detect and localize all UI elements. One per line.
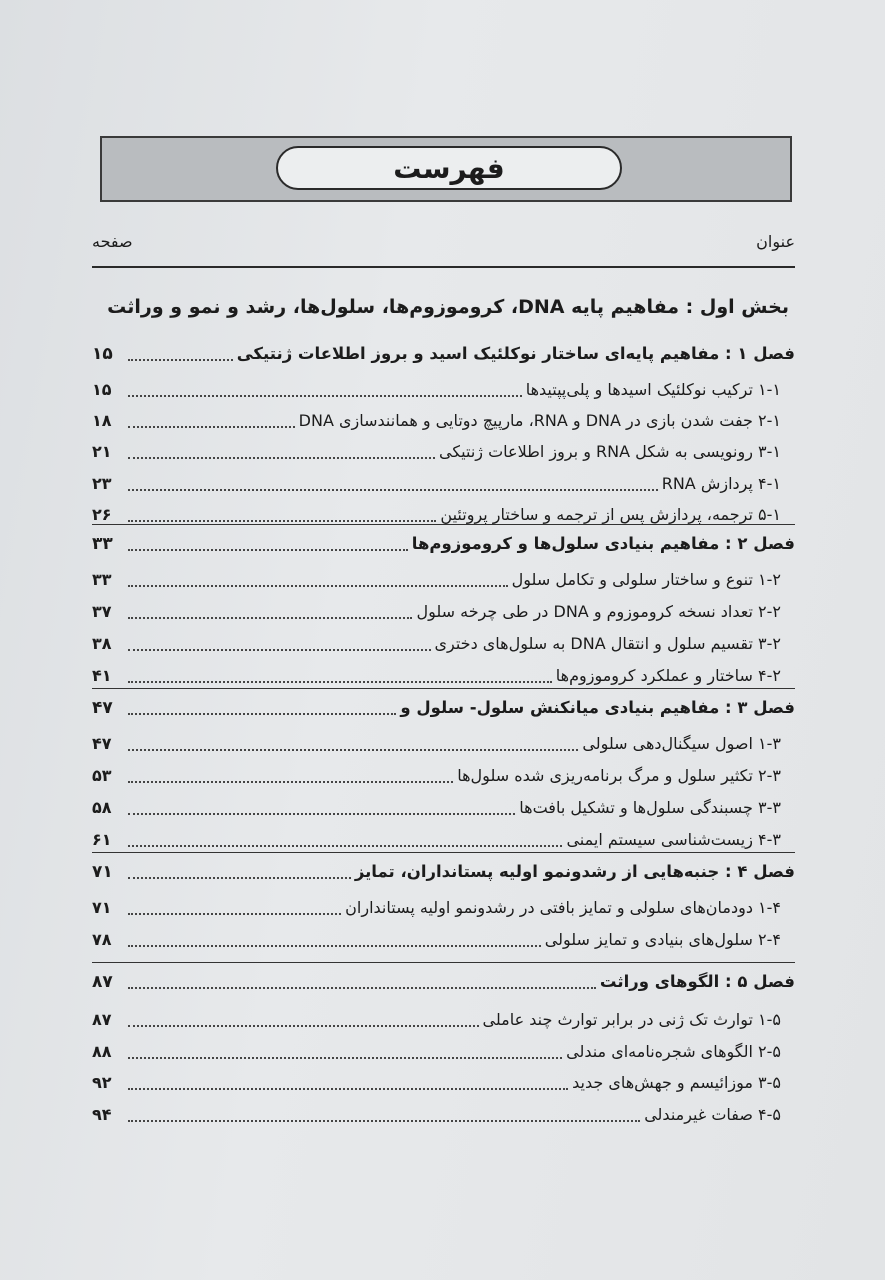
- section-title: ۳-۱ رونویسی به شکل RNA و بروز اطلاعات ژنتیکی: [439, 442, 781, 462]
- page-number: ۱۵: [92, 380, 112, 399]
- section-row: [92, 566, 795, 594]
- section-title: ۱-۵ توارث تک ژنی در برابر توارث چند عاملی: [482, 1010, 781, 1029]
- section-title: ۲-۱ جفت شدن بازی در DNA و RNA، مارپیچ دوتایی و همانندسازی DNA: [298, 411, 781, 431]
- page-number: ۳۳: [92, 534, 113, 554]
- section-title: ۲-۲ تعداد نسخه کروموزوم و DNA در طی چرخه سلول: [416, 602, 781, 621]
- leader-dots: [128, 877, 351, 879]
- leader-dots: [128, 1057, 562, 1059]
- page-number: ۴۱: [92, 666, 112, 685]
- leader-dots: [128, 585, 508, 587]
- header-rule: [92, 266, 795, 268]
- page-number: ۲۳: [92, 473, 112, 493]
- section-row: [92, 1006, 795, 1034]
- page-number: ۴۷: [92, 698, 113, 718]
- leader-dots: [128, 749, 578, 751]
- leader-dots: [128, 945, 541, 947]
- section-title: ۵-۱ ترجمه، پردازش پس از ترجمه و ساختار پروتئین: [440, 504, 781, 524]
- section-row: [92, 598, 795, 626]
- section-row: [92, 894, 795, 922]
- section-row: [92, 762, 795, 790]
- leader-dots: [128, 913, 341, 915]
- section-title: ۱-۱ ترکیب نوکلئیک اسیدها و پلی‌پپتیدها: [525, 380, 781, 399]
- chapter-separator: [92, 962, 795, 963]
- section-row: [92, 407, 795, 435]
- section-row: [92, 470, 795, 498]
- page-number: ۷۸: [92, 930, 112, 949]
- leader-dots: [128, 781, 453, 783]
- page-number: ۷۱: [92, 898, 112, 917]
- section-title: ۴-۲ ساختار و عملکرد کروموزوم‌ها: [555, 666, 781, 685]
- section-title: ۲-۵ الگوهای شجره‌نامه‌ای مندلی: [566, 1041, 781, 1061]
- chapter-separator: [92, 688, 795, 689]
- chapter-separator: [92, 524, 795, 525]
- chapter-title: فصل ۵ : الگوهای وراثت: [599, 972, 795, 991]
- chapter-title: فصل ۴ : جنبه‌هایی از رشدونمو اولیه پستانداران، تمایز: [354, 862, 795, 881]
- page-number: ۳۸: [92, 634, 112, 653]
- leader-dots: [128, 489, 658, 491]
- leader-dots: [128, 649, 431, 651]
- section-row: [92, 376, 795, 404]
- chapter-title: فصل ۱ : مفاهیم پایه‌ای ساختار نوکلئیک اسید و بروز اطلاعات ژنتیکی: [236, 344, 795, 363]
- section-row: [92, 794, 795, 822]
- toc-title: فهرست: [276, 146, 622, 190]
- page-number: ۲۶: [92, 504, 112, 524]
- leader-dots: [128, 457, 435, 459]
- page-number: ۸۷: [92, 1010, 112, 1029]
- section-row: [92, 438, 795, 466]
- section-row: [92, 1101, 795, 1129]
- leader-dots: [128, 395, 522, 397]
- section-title: ۴-۱ پردازش RNA: [661, 473, 781, 493]
- leader-dots: [128, 987, 596, 989]
- page-number: ۴۷: [92, 734, 112, 753]
- chapter-row: [92, 340, 795, 368]
- section-title: ۴-۵ صفات غیرمندلی: [644, 1104, 781, 1124]
- page-number: ۵۳: [92, 766, 112, 785]
- section-title: ۲-۴ سلول‌های بنیادی و تمایز سلولی: [544, 930, 781, 949]
- section-title: ۳-۲ تقسیم سلول و انتقال DNA به سلول‌های دختری: [434, 634, 781, 653]
- section-row: [92, 826, 795, 854]
- chapter-separator: [92, 852, 795, 853]
- page-number: ۸۷: [92, 972, 113, 992]
- chapter-row: [92, 530, 795, 558]
- chapter-row: [92, 968, 795, 996]
- section-row: [92, 926, 795, 954]
- section-row: [92, 730, 795, 758]
- title-banner: [100, 136, 792, 202]
- page-number: ۱۸: [92, 411, 112, 431]
- leader-dots: [128, 520, 436, 522]
- chapter-row: [92, 858, 795, 886]
- section-title: ۱-۴ دودمان‌های سلولی و تمایز بافتی در رشدونمو اولیه پستانداران: [345, 898, 781, 917]
- page-number: ۱۵: [92, 344, 113, 364]
- leader-dots: [128, 845, 562, 847]
- section-title: ۲-۳ تکثیر سلول و مرگ برنامه‌ریزی شده سلول‌ها: [457, 766, 781, 785]
- leader-dots: [128, 713, 396, 715]
- section-row: [92, 662, 795, 690]
- chapter-title: فصل ۲ : مفاهیم بنیادی سلول‌ها و کروموزوم‌ها: [411, 534, 795, 553]
- page-number: ۹۴: [92, 1104, 112, 1124]
- page-number: ۵۸: [92, 798, 112, 817]
- section-row: [92, 630, 795, 658]
- leader-dots: [128, 359, 233, 361]
- page-number: ۶۱: [92, 830, 112, 849]
- page-number: ۳۳: [92, 570, 112, 589]
- leader-dots: [128, 1025, 479, 1027]
- section-title: ۱-۲ تنوع و ساختار سلولی و تکامل سلول: [511, 570, 781, 589]
- leader-dots: [128, 813, 515, 815]
- section-row: [92, 1069, 795, 1097]
- page-number: ۸۸: [92, 1041, 112, 1061]
- page-number: ۲۱: [92, 442, 112, 462]
- chapter-row: [92, 694, 795, 722]
- page-number: ۹۲: [92, 1073, 112, 1092]
- section-title: ۳-۳ چسبندگی سلول‌ها و تشکیل بافت‌ها: [519, 798, 781, 817]
- section-title: ۱-۳ اصول سیگنال‌دهی سلولی: [582, 734, 781, 753]
- leader-dots: [128, 549, 408, 551]
- leader-dots: [128, 1120, 640, 1122]
- page-number: ۳۷: [92, 602, 112, 621]
- column-header-title: عنوان: [756, 232, 795, 251]
- page-number: ۷۱: [92, 862, 113, 882]
- leader-dots: [128, 617, 412, 619]
- section-title: ۳-۵ موزائیسم و جهش‌های جدید: [572, 1073, 781, 1092]
- leader-dots: [128, 681, 552, 683]
- column-header-page: صفحه: [92, 232, 133, 251]
- leader-dots: [128, 1088, 568, 1090]
- section-title: ۴-۳ زیست‌شناسی سیستم ایمنی: [566, 830, 781, 849]
- chapter-title: فصل ۳ : مفاهیم بنیادی میانکنش سلول- سلول و: [400, 698, 795, 717]
- leader-dots: [128, 426, 295, 428]
- part-title: بخش اول : مفاهیم پایه DNA، کروموزوم‌ها، سلول‌ها، رشد و نمو و وراثت: [107, 296, 789, 318]
- section-row: [92, 1038, 795, 1066]
